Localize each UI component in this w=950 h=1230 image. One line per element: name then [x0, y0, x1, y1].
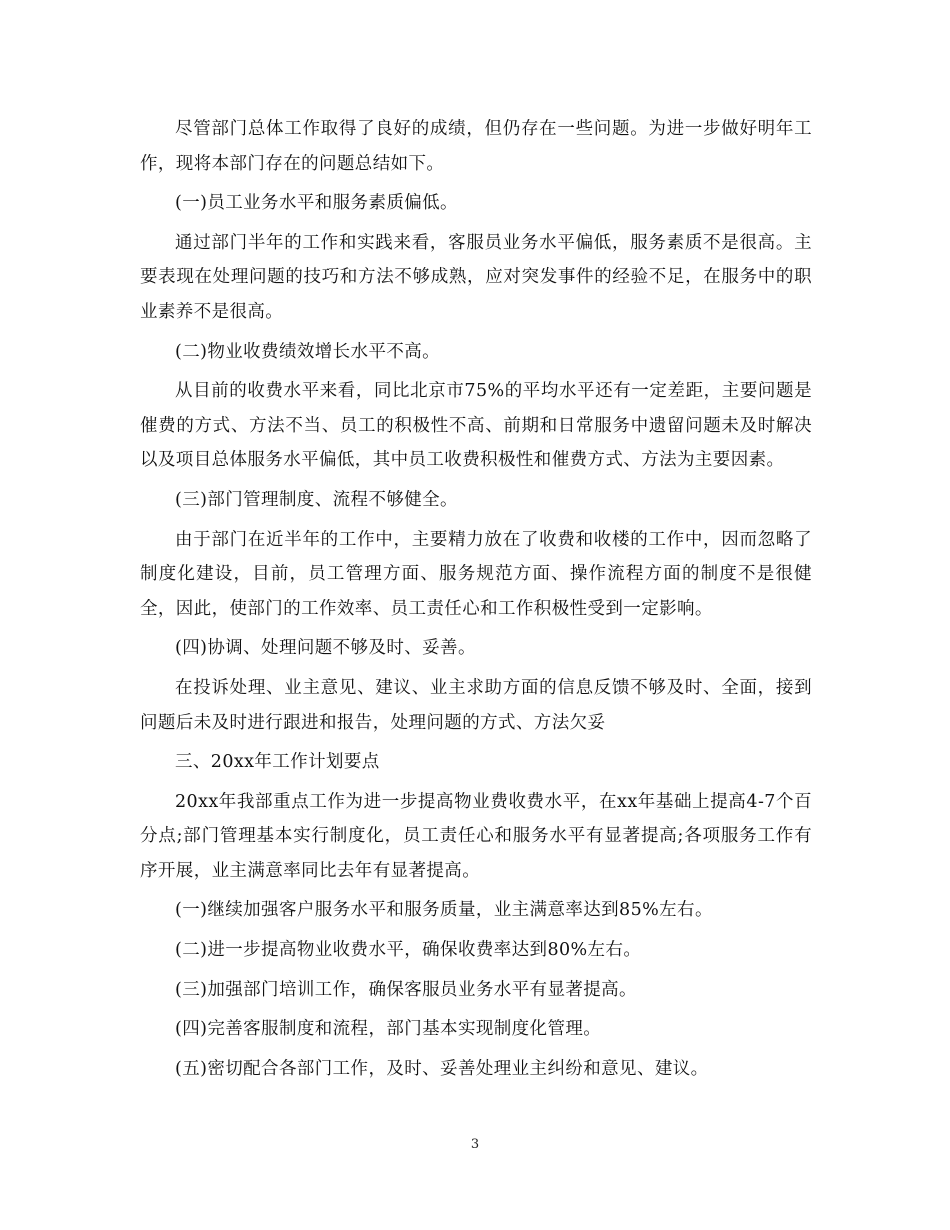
paragraph: 通过部门半年的工作和实践来看，客服员业务水平偏低，服务素质不是很高。主要表现在处理问题的技巧和方法不够成熟，应对突发事件的经验不足，在服务中的职业素养不是很高。: [140, 232, 812, 322]
paragraph: 由于部门在近半年的工作中，主要精力放在了收费和收楼的工作中，因而忽略了制度化建设，目前，员工管理方面、服务规范方面、操作流程方面的制度不是很健全，因此，使部门的工作效率、员工责任心和工作积极性受到一定影响。: [140, 529, 812, 619]
section-heading: (四)协调、处理问题不够及时、妥善。: [175, 638, 476, 659]
section-heading: 三、20xx年工作计划要点: [175, 752, 380, 773]
document-body: [140, 112, 812, 1091]
plan-item: (四)完善客服制度和流程，部门基本实现制度化管理。: [175, 1019, 602, 1040]
section-heading: (二)物业收费绩效增长水平不高。: [175, 341, 441, 362]
paragraph: 在投诉处理、业主意见、建议、业主求助方面的信息反馈不够及时、全面，接到问题后未及时进行跟进和报告，处理问题的方式、方法欠妥: [140, 677, 812, 733]
plan-item: (五)密切配合各部门工作，及时、妥善处理业主纠纷和意见、建议。: [175, 1058, 709, 1079]
plan-item: (二)进一步提高物业收费水平，确保收费率达到80%左右。: [175, 940, 642, 961]
section-heading: (三)部门管理制度、流程不够健全。: [175, 489, 458, 510]
paragraph: 20xx年我部重点工作为进一步提高物业费收费水平，在xx年基础上提高4-7个百分点;部门管理基本实行制度化，员工责任心和服务水平有显著提高;各项服务工作有序开展，业主满意率同比去年有显著提高。: [140, 791, 812, 881]
paragraph: 尽管部门总体工作取得了良好的成绩，但仍存在一些问题。为进一步做好明年工作，现将本部门存在的问题总结如下。: [140, 119, 812, 174]
page-number: 3: [470, 1137, 480, 1152]
section-heading: (一)员工业务水平和服务素质偏低。: [175, 193, 458, 214]
plan-item: (一)继续加强客户服务水平和服务质量，业主满意率达到85%左右。: [175, 900, 713, 921]
plan-item: (三)加强部门培训工作，确保客服员业务水平有显著提高。: [175, 979, 637, 1000]
paragraph: 从目前的收费水平来看，同比北京市75%的平均水平还有一定差距，主要问题是催费的方式、方法不当、员工的积极性不高、前期和日常服务中遗留问题未及时解决以及项目总体服务水平偏低，其中员工收费积极性和催费方式、方法为主要因素。: [140, 381, 812, 471]
